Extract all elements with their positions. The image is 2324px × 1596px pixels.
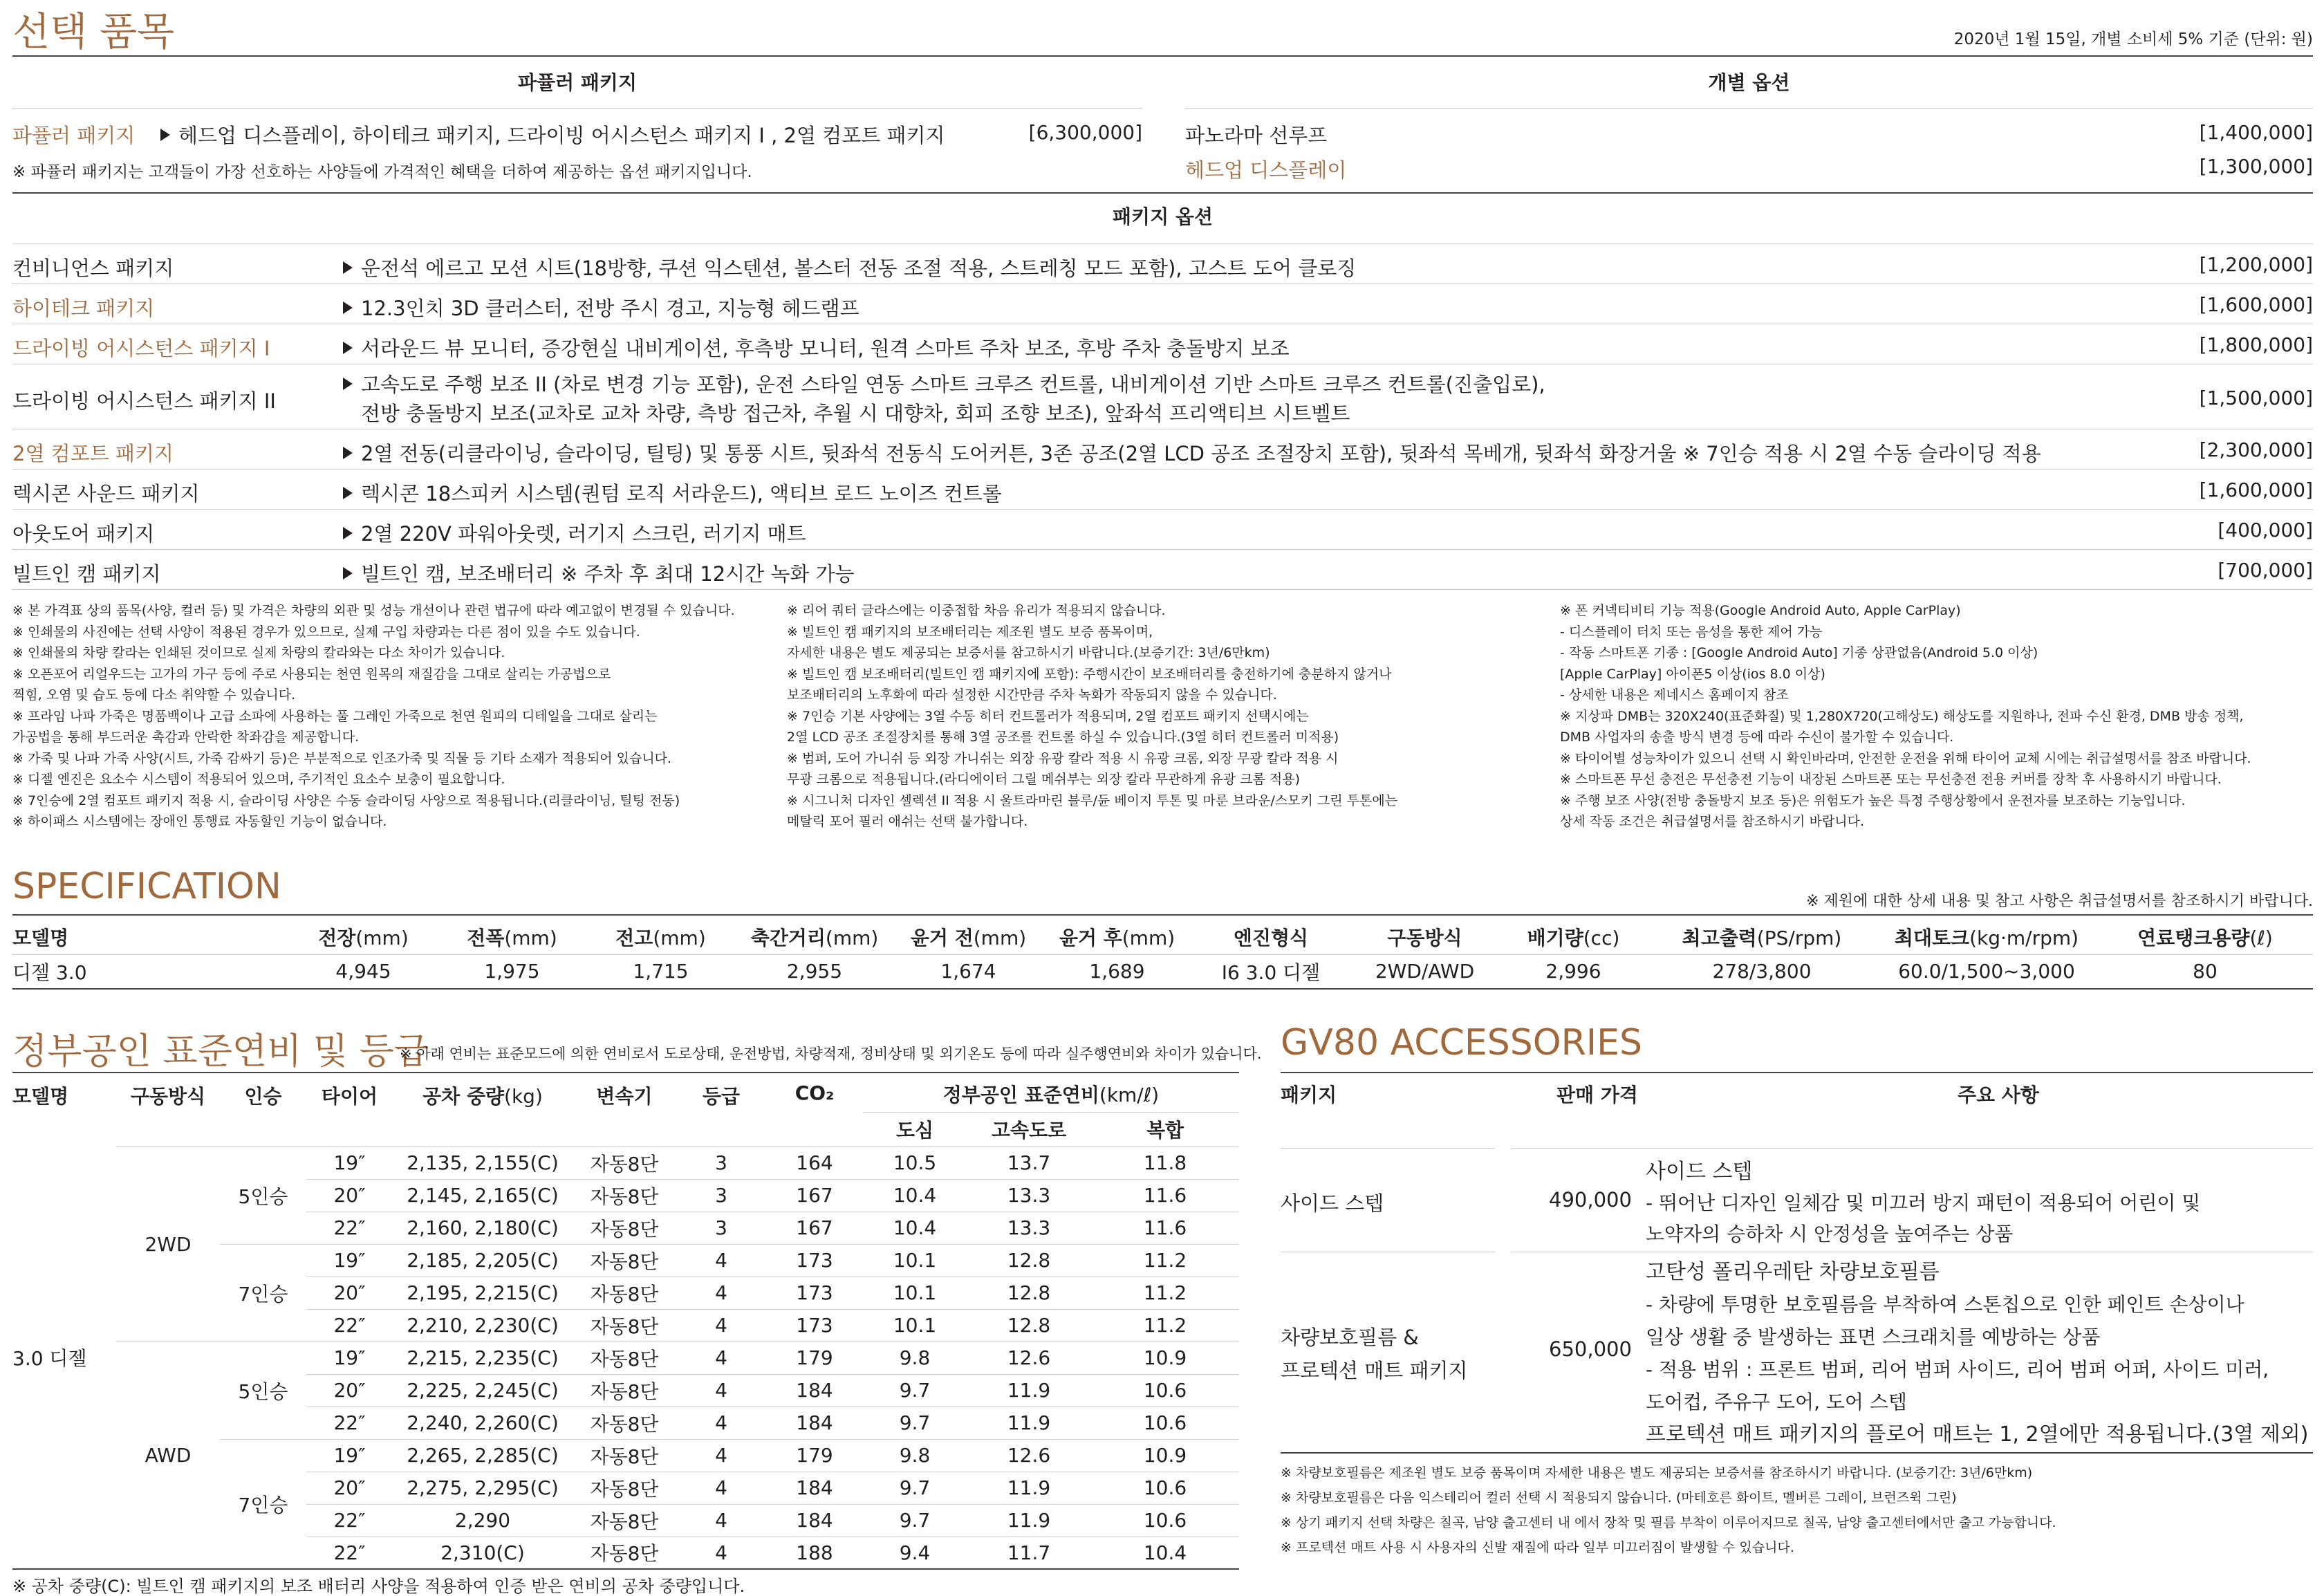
fuel-col-header: 타이어 — [321, 1085, 378, 1108]
fuel-cell: 10.5 — [863, 1147, 967, 1179]
spec-col-header: 최대토크(kg·m/rpm) — [1894, 926, 2079, 949]
spec-col-header: 배기량(cc) — [1527, 926, 1620, 949]
acc-item-price: 490,000 — [1549, 1188, 1632, 1212]
note-line: ※ 프로텍션 매트 사용 시 사용자의 신발 재질에 따라 일부 미끄러짐이 발생할 수 있습니다. — [1281, 1540, 1794, 1555]
notes-column-3 — [1560, 600, 2314, 833]
package-name: 렉시콘 사운드 패키지 — [12, 482, 200, 505]
package-row — [12, 284, 2313, 324]
divider — [1281, 1148, 1495, 1149]
note-line: ※ 스마트폰 무선 충전은 무선충전 기능이 내장된 스마트폰 또는 무선충전 전용 커버를 장착 후 사용하시기 바랍니다. — [1560, 772, 2222, 787]
spec-cell: 2,996 — [1545, 960, 1601, 983]
package-desc: 고속도로 주행 보조 II (차로 변경 기능 포함), 운전 스타일 연동 스마트 크루즈 컨트롤, 내비게이션 기반 스마트 크루즈 컨트롤(진출입로), — [343, 369, 1545, 398]
package-name: 드라이빙 어시스턴스 패키지 II — [12, 389, 276, 413]
spec-col-header: 윤거 전(mm) — [910, 926, 1027, 949]
fuel-cell: 4 — [676, 1374, 766, 1407]
fuel-cell: 184 — [766, 1504, 863, 1537]
fuel-cell: 2,160, 2,180(C) — [393, 1212, 573, 1244]
note-line: ※ 7인승에 2열 컴포트 패키지 적용 시, 슬라이딩 사양은 수동 슬라이딩 사양으로 적용됩니다.(리클라이닝, 틸팅 전동) — [12, 792, 680, 808]
fuel-cell: 자동8단 — [573, 1439, 676, 1472]
fuel-cell: 164 — [766, 1147, 863, 1179]
note-line: 보조배터리의 노후화에 따라 설정한 시간만큼 주차 녹화가 작동되지 않을 수 있습니다. — [787, 687, 1277, 703]
note-line: ※ 하이패스 시스템에는 장애인 통행료 자동할인 기능이 없습니다. — [12, 814, 387, 829]
fuel-model-cell: 3.0 디젤 — [12, 1347, 87, 1370]
accessories-rule — [1281, 1072, 2313, 1073]
fuel-col-header: 변속기 — [596, 1085, 653, 1108]
note-line: ※ 오픈포어 리얼우드는 고가의 가구 등에 주로 사용되는 천연 원목의 재질감을 그대로 살리는 가공법으로 — [12, 666, 611, 682]
fuel-cell: 10.1 — [863, 1277, 967, 1309]
fuel-cell: 22″ — [306, 1504, 393, 1537]
acc-item-price: 650,000 — [1549, 1337, 1632, 1361]
package-name: 아웃도어 패키지 — [12, 522, 155, 546]
spec-table — [12, 920, 2313, 990]
fuel-col-header: 공차 중량(kg) — [422, 1085, 543, 1108]
fuel-cell: 4 — [676, 1342, 766, 1374]
fuel-cell: 10.4 — [863, 1212, 967, 1244]
spec-header-row — [12, 920, 2313, 954]
fuel-cell: 12.8 — [967, 1277, 1091, 1309]
fuel-cell: 10.9 — [1091, 1342, 1239, 1374]
fuel-col-header: 정부공인 표준연비(km/ℓ) — [942, 1083, 1160, 1106]
fuel-cell: 자동8단 — [573, 1504, 676, 1537]
fuel-cell: 12.6 — [967, 1342, 1091, 1374]
spec-title: SPECIFICATION — [12, 866, 281, 907]
fuel-col-header: 구동방식 — [130, 1085, 206, 1108]
bullet-triangle-icon — [343, 487, 353, 499]
fuel-cell: 2,240, 2,260(C) — [393, 1407, 573, 1439]
fuel-cell: 22″ — [306, 1309, 393, 1342]
fuel-col-header: 등급 — [702, 1085, 741, 1108]
spec-col-header: 전폭(mm) — [467, 926, 557, 949]
fuel-col-header: 인승 — [244, 1085, 282, 1108]
fuel-cell: 11.9 — [967, 1407, 1091, 1439]
fuel-cell: 2,215, 2,235(C) — [393, 1342, 573, 1374]
fuel-cell: 2,135, 2,155(C) — [393, 1147, 573, 1179]
page-title: 선택 품목 — [12, 10, 175, 55]
fuel-cell: 188 — [766, 1537, 863, 1569]
fuel-cell: 12.6 — [967, 1439, 1091, 1472]
package-desc: 2열 220V 파워아웃렛, 러기지 스크린, 러기지 매트 — [343, 519, 806, 547]
fuel-seat-cell: 7인승 — [220, 1244, 306, 1342]
fuel-cell: 4 — [676, 1407, 766, 1439]
fuel-subheader: 고속도로 — [967, 1112, 1091, 1147]
fuel-cell: 9.7 — [863, 1374, 967, 1407]
spec-cell: 60.0/1,500~3,000 — [1898, 960, 2075, 983]
fuel-cell: 4 — [676, 1244, 766, 1277]
spec-col-header: 전장(mm) — [318, 926, 409, 949]
package-desc: 서라운드 뷰 모니터, 증강현실 내비게이션, 후측방 모니터, 원격 스마트 주차 보조, 후방 주차 충돌방지 보조 — [343, 333, 1290, 362]
package-desc: 빌트인 캠, 보조배터리 ※ 주차 후 최대 12시간 녹화 가능 — [343, 559, 855, 587]
spec-note: ※ 제원에 대한 상세 내용 및 참고 사항은 취급설명서를 참조하시기 바랍니다. — [1806, 893, 2313, 910]
individual-price-0: [1,400,000] — [2199, 121, 2313, 144]
package-desc: 12.3인치 3D 클러스터, 전방 주시 경고, 지능형 헤드램프 — [343, 293, 859, 322]
note-line: ※ 타이어별 성능차이가 있으니 선택 시 확인바라며, 안전한 운전을 위해 타이어 교체 시에는 취급설명서를 참조 바랍니다. — [1560, 750, 2251, 766]
fuel-title: 정부공인 표준연비 및 등급 — [12, 1031, 429, 1073]
individual-header: 개별 옵션 — [1708, 71, 1790, 94]
popular-note: ※ 파퓰러 패키지는 고객들이 가장 선호하는 사양들에 가격적인 혜택을 더하여 제공하는 옵션 패키지입니다. — [12, 163, 752, 181]
bullet-triangle-icon — [343, 261, 353, 274]
package-header-wrap — [12, 202, 2313, 230]
bullet-triangle-icon — [343, 447, 353, 459]
fuel-cell: 자동8단 — [573, 1342, 676, 1374]
notes-column-2 — [787, 600, 1541, 833]
spec-cell: 디젤 3.0 — [12, 961, 87, 984]
fuel-cell: 3 — [676, 1212, 766, 1244]
spec-cell: 80 — [2193, 960, 2218, 983]
note-line: ※ 디젤 엔진은 요소수 시스템이 적용되어 있으며, 주기적인 요소수 보충이 필요합니다. — [12, 772, 505, 787]
note-line: ※ 빌트인 캠 보조배터리(빌트인 캠 패키지에 포함): 주행시간이 보조배터리를 충전하기에 충분하지 않거나 — [787, 666, 1392, 682]
fuel-cell: 173 — [766, 1309, 863, 1342]
package-rule — [12, 192, 2313, 194]
fuel-cell: 4 — [676, 1439, 766, 1472]
note-line: ※ 가죽 및 나파 가죽 사양(시트, 가죽 감싸기 등)은 부분적으로 인조가죽 및 직물 등 기타 소재가 적용되어 있습니다. — [12, 750, 672, 766]
spec-col-header: 최고출력(PS/rpm) — [1682, 926, 1842, 949]
package-desc: 렉시콘 18스피커 시스템(퀀텀 로직 서라운드), 액티브 로드 노이즈 컨트롤 — [343, 479, 1002, 507]
accessories-notes — [1281, 1460, 2056, 1560]
fuel-cell: 10.9 — [1091, 1439, 1239, 1472]
fuel-seat-cell: 5인승 — [220, 1147, 306, 1244]
acc-item-name: 사이드 스텝 — [1281, 1191, 1384, 1215]
fuel-cell: 2,195, 2,215(C) — [393, 1277, 573, 1309]
note-line: - 작동 스마트폰 기종 : [Google Android Auto] 기종 상관없음(Android 5.0 이상) — [1560, 645, 2038, 660]
individual-name-1: 헤드업 디스플레이 — [1185, 158, 1347, 182]
accessories-title: GV80 ACCESSORIES — [1281, 1022, 1642, 1064]
spec-cell: 278/3,800 — [1712, 960, 1812, 983]
fuel-cell: 2,290 — [393, 1504, 573, 1537]
fuel-cell: 4 — [676, 1472, 766, 1504]
fuel-seat-cell: 7인승 — [220, 1439, 306, 1569]
notes-column-1 — [12, 600, 766, 833]
package-desc: 운전석 에르고 모션 시트(18방향, 쿠션 익스텐션, 볼스터 전동 조절 적용, 스트레칭 모드 포함), 고스트 도어 클로징 — [343, 253, 1356, 281]
note-line: ※ 인쇄물의 사진에는 선택 사양이 적용된 경우가 있으므로, 실제 구입 차량과는 다른 점이 있을 수도 있습니다. — [12, 624, 640, 640]
fuel-cell: 3 — [676, 1147, 766, 1179]
spec-cell: 1,715 — [633, 960, 689, 983]
acc-header-package: 패키지 — [1281, 1084, 1337, 1106]
popular-header-wrap — [12, 68, 1142, 95]
note-line: ※ 폰 커넥티비티 기능 적용(Google Android Auto, Apple CarPlay) — [1560, 603, 1961, 618]
fuel-cell: 9.8 — [863, 1342, 967, 1374]
spec-col-header: 연료탱크용량(ℓ) — [2137, 926, 2273, 949]
fuel-cell: 184 — [766, 1374, 863, 1407]
spec-col-header: 엔진형식 — [1233, 926, 1309, 949]
fuel-cell: 자동8단 — [573, 1212, 676, 1244]
fuel-drive-cell: 2WD — [116, 1147, 220, 1342]
fuel-cell: 11.9 — [967, 1472, 1091, 1504]
package-row — [12, 243, 2313, 284]
note-line: 2열 LCD 공조 조절장치를 통해 3열 공조를 컨트롤 하실 수 있습니다.(3열 히터 컨트롤러 미적용) — [787, 730, 1339, 745]
fuel-col-header: 모델명 — [12, 1085, 69, 1108]
individual-name-0: 파노라마 선루프 — [1185, 124, 1328, 147]
popular-desc — [160, 120, 945, 149]
popular-name: 파퓰러 패키지 — [12, 124, 136, 147]
note-line: ※ 시그니처 디자인 셀렉션 II 적용 시 울트라마린 블루/듄 베이지 투톤 및 마룬 브라운/스모키 그린 투톤에는 — [787, 792, 1398, 808]
fuel-cell: 22″ — [306, 1212, 393, 1244]
fuel-cell: 167 — [766, 1179, 863, 1212]
fuel-cell: 11.9 — [967, 1374, 1091, 1407]
package-name: 빌트인 캠 패키지 — [12, 562, 161, 586]
spec-col-header: 전고(mm) — [615, 926, 706, 949]
package-row — [12, 509, 2313, 549]
fuel-cell: 2,145, 2,165(C) — [393, 1179, 573, 1212]
package-row — [12, 469, 2313, 509]
fuel-cell: 3 — [676, 1179, 766, 1212]
fuel-cell: 12.8 — [967, 1309, 1091, 1342]
fuel-cell: 20″ — [306, 1472, 393, 1504]
package-row — [12, 364, 2313, 434]
divider — [12, 589, 2313, 590]
fuel-subheader: 복합 — [1091, 1112, 1239, 1147]
fuel-cell: 10.6 — [1091, 1472, 1239, 1504]
fuel-cell: 20″ — [306, 1277, 393, 1309]
bullet-triangle-icon — [343, 567, 353, 579]
divider — [1646, 1148, 2313, 1149]
fuel-cell: 자동8단 — [573, 1147, 676, 1179]
fuel-row — [12, 1342, 1239, 1374]
fuel-cell: 자동8단 — [573, 1179, 676, 1212]
fuel-cell: 2,225, 2,245(C) — [393, 1374, 573, 1407]
popular-desc-text: 헤드업 디스플레이, 하이테크 패키지, 드라이빙 어시스턴스 패키지 I , 2열 컴포트 패키지 — [178, 124, 945, 147]
fuel-cell: 11.9 — [967, 1504, 1091, 1537]
note-line: ※ 리어 쿼터 글라스에는 이중접합 차음 유리가 적용되지 않습니다. — [787, 603, 1166, 618]
fuel-cell: 10.4 — [863, 1179, 967, 1212]
fuel-note: ※ 아래 연비는 표준모드에 의한 연비로서 도로상태, 운전방법, 차량적재, 정비상태 및 외기온도 등에 따라 실주행연비와 차이가 있습니다. — [400, 1046, 1262, 1062]
fuel-cell: 4 — [676, 1309, 766, 1342]
acc-item-name: 차량보호필름 & 프로텍션 매트 패키지 — [1281, 1326, 1468, 1382]
fuel-cell: 10.6 — [1091, 1504, 1239, 1537]
fuel-cell: 13.3 — [967, 1179, 1091, 1212]
note-line: DMB 사업자의 송출 방식 변경 등에 따라 수신이 불가할 수 있습니다. — [1560, 730, 1954, 745]
note-line: 상세 작동 조건은 취급설명서를 참조하시기 바랍니다. — [1560, 814, 1865, 829]
fuel-cell: 184 — [766, 1407, 863, 1439]
fuel-cell: 20″ — [306, 1179, 393, 1212]
fuel-cell: 9.4 — [863, 1537, 967, 1569]
individual-price-1: [1,300,000] — [2199, 155, 2313, 178]
bullet-triangle-icon — [160, 129, 170, 141]
fuel-cell: 19″ — [306, 1439, 393, 1472]
acc-item-details: 사이드 스텝 - 뛰어난 디자인 일체감 및 미끄러 방지 패턴이 적용되어 어린이 및 노약자의 승하차 시 안정성을 높여주는 상품 — [1646, 1160, 2201, 1245]
fuel-cell: 179 — [766, 1439, 863, 1472]
note-line: ※ 상기 패키지 선택 차량은 칠곡, 남양 출고센터 내 에서 장착 및 필름 부착이 이루어지므로 칠곡, 남양 출고센터에서만 출고 가능합니다. — [1281, 1515, 2056, 1530]
fuel-cell: 10.1 — [863, 1244, 967, 1277]
fuel-cell: 4 — [676, 1504, 766, 1537]
spec-cell: 1,689 — [1089, 960, 1145, 983]
popular-price: [6,300,000] — [1028, 121, 1142, 144]
package-desc-line2: 전방 충돌방지 보조(교차로 교차 차량, 측방 접근차, 추월 시 대향차, 회피 조향 보조), 앞좌석 프리액티브 시트벨트 — [361, 402, 1350, 425]
fuel-cell: 자동8단 — [573, 1244, 676, 1277]
fuel-cell: 13.3 — [967, 1212, 1091, 1244]
note-line: ※ 지상파 DMB는 320X240(표준화질) 및 1,280X720(고해상도) 해상도를 지원하나, 전파 수신 환경, DMB 방송 정책, — [1560, 708, 2244, 724]
fuel-cell: 20″ — [306, 1374, 393, 1407]
package-price: [1,200,000] — [2199, 253, 2313, 276]
fuel-cell: 자동8단 — [573, 1309, 676, 1342]
spec-cell: 1,975 — [484, 960, 540, 983]
package-row — [12, 549, 2313, 589]
fuel-rule — [12, 1072, 1239, 1073]
fuel-table — [12, 1076, 1239, 1570]
fuel-cell: 2,275, 2,295(C) — [393, 1472, 573, 1504]
package-row — [12, 324, 2313, 364]
fuel-cell: 9.8 — [863, 1439, 967, 1472]
note-line: ※ 주행 보조 사양(전방 충돌방지 보조 등)은 위험도가 높은 특정 주행상황에서 운전자를 보조하는 기능입니다. — [1560, 792, 2186, 808]
bullet-triangle-icon — [343, 342, 353, 354]
note-line: 가공법을 통해 부드러운 촉감과 안락한 착좌감을 제공합니다. — [12, 730, 360, 745]
package-price: [1,800,000] — [2199, 333, 2313, 356]
divider — [12, 108, 1142, 109]
acc-header-details: 주요 사항 — [1958, 1084, 2039, 1106]
package-price: [400,000] — [2218, 519, 2313, 541]
top-rule — [12, 55, 2313, 57]
package-name: 2열 컴포트 패키지 — [12, 442, 174, 465]
fuel-cell: 9.7 — [863, 1407, 967, 1439]
divider — [1185, 108, 2313, 109]
note-line: ※ 프라임 나파 가죽은 명품백이나 고급 소파에 사용하는 풀 그레인 가죽으로 천연 원피의 디테일을 그대로 살리는 — [12, 708, 658, 724]
bullet-triangle-icon — [343, 378, 353, 390]
fuel-cell: 9.7 — [863, 1472, 967, 1504]
fuel-cell: 2,210, 2,230(C) — [393, 1309, 573, 1342]
note-line: 자세한 내용은 별도 제공되는 보증서를 참고하시기 바랍니다.(보증기간: 3년/6만km) — [787, 645, 1270, 660]
popular-header: 파퓰러 패키지 — [517, 71, 638, 94]
accessories-bottom-rule — [1281, 1452, 2313, 1454]
spec-col-header: 축간거리(mm) — [750, 926, 879, 949]
fuel-cell: 11.2 — [1091, 1244, 1239, 1277]
spec-row — [12, 954, 2313, 989]
fuel-cell: 22″ — [306, 1407, 393, 1439]
note-line: ※ 7인승 기본 사양에는 3열 수동 히터 컨트롤러가 적용되며, 2열 컴포트 패키지 선택시에는 — [787, 708, 1309, 724]
fuel-cell: 10.4 — [1091, 1537, 1239, 1569]
fuel-cell: 자동8단 — [573, 1374, 676, 1407]
note-line: ※ 본 가격표 상의 품목(사양, 컬러 등) 및 가격은 차량의 외관 및 성능 개선이나 관련 법규에 따라 예고없이 변경될 수 있습니다. — [12, 603, 735, 618]
fuel-cell: 12.8 — [967, 1244, 1091, 1277]
fuel-body — [12, 1147, 1239, 1569]
fuel-cell: 10.6 — [1091, 1407, 1239, 1439]
note-line: ※ 차량보호필름은 제조원 별도 보증 품목이며 자세한 내용은 별도 제공되는 보증서를 참조하시기 바랍니다. (보증기간: 3년/6만km) — [1281, 1465, 2033, 1481]
package-header: 패키지 옵션 — [1113, 205, 1213, 228]
date-note: 2020년 1월 15일, 개별 소비세 5% 기준 (단위: 원) — [1953, 30, 2313, 48]
fuel-drive-cell: AWD — [116, 1342, 220, 1569]
fuel-cell: 22″ — [306, 1537, 393, 1569]
package-name: 드라이빙 어시스턴스 패키지 I — [12, 337, 270, 360]
fuel-cell: 자동8단 — [573, 1277, 676, 1309]
individual-header-wrap — [1185, 68, 2313, 95]
spec-rule — [12, 914, 2313, 916]
fuel-cell: 4 — [676, 1277, 766, 1309]
fuel-cell: 11.2 — [1091, 1309, 1239, 1342]
note-line: 무광 크롬으로 적용됩니다.(라디에이터 그릴 메쉬부는 외장 칼라 무관하게 유광 크롬 적용) — [787, 772, 1301, 787]
fuel-cell: 11.6 — [1091, 1212, 1239, 1244]
package-desc: 2열 전동(리클라이닝, 슬라이딩, 틸팅) 및 통풍 시트, 뒷좌석 전동식 도어커튼, 3존 공조(2열 LCD 공조 조절장치 포함), 뒷좌석 목베개, 뒷좌석 화장거울 ※ 7인승 적용 시 2열 수동 슬라이딩 적용 — [343, 438, 2041, 467]
bullet-triangle-icon — [343, 527, 353, 539]
fuel-header-row — [12, 1076, 1239, 1112]
fuel-cell: 13.7 — [967, 1147, 1091, 1179]
spec-cell: 2,955 — [786, 960, 843, 983]
fuel-cell: 11.2 — [1091, 1277, 1239, 1309]
fuel-subheader: 도심 — [863, 1112, 967, 1147]
fuel-cell: 자동8단 — [573, 1472, 676, 1504]
package-name: 컨비니언스 패키지 — [12, 257, 174, 280]
fuel-cell: 10.6 — [1091, 1374, 1239, 1407]
package-price: [700,000] — [2218, 559, 2313, 582]
fuel-seat-cell: 5인승 — [220, 1342, 306, 1439]
fuel-cell: 19″ — [306, 1147, 393, 1179]
spec-col-header: 모델명 — [12, 926, 69, 949]
fuel-cell: 11.6 — [1091, 1179, 1239, 1212]
note-line: ※ 차량보호필름은 다음 익스테리어 컬러 선택 시 적용되지 않습니다. (마테호른 화이트, 멜버른 그레이, 브런즈윅 그린) — [1281, 1490, 1957, 1505]
package-price: [1,600,000] — [2199, 293, 2313, 316]
fuel-cell: 184 — [766, 1472, 863, 1504]
note-line: - 상세한 내용은 제네시스 홈페이지 참조 — [1560, 687, 1789, 703]
package-price: [1,600,000] — [2199, 479, 2313, 501]
acc-header-price: 판매 가격 — [1556, 1084, 1638, 1106]
fuel-row — [12, 1147, 1239, 1179]
package-row — [12, 429, 2313, 469]
fuel-cell: 자동8단 — [573, 1537, 676, 1569]
fuel-cell: 173 — [766, 1244, 863, 1277]
note-line: ※ 범퍼, 도어 가니쉬 등 외장 가니쉬는 외장 유광 칼라 적용 시 유광 크롬, 외장 무광 칼라 적용 시 — [787, 750, 1339, 766]
spec-cell: 2WD/AWD — [1375, 960, 1475, 983]
fuel-cell: 9.7 — [863, 1504, 967, 1537]
acc-item-details: 고탄성 폴리우레탄 차량보호필름 - 차량에 투명한 보호필름을 부착하여 스톤칩으로 인한 페인트 손상이나 일상 생활 중 발생하는 표면 스크래치를 예방하는 상품 - 적용 범위 : 프론트 범퍼, 리어 범퍼 사이드, 리어 범퍼 어퍼, 사이드 미러, 도어컵, 주유구 도어, 도어 스텝 프로텍션 매트 패키지의 플로어 매트는 1, 2열에만 적용됩니다.(3열 제외) — [1646, 1260, 2309, 1447]
package-name: 하이테크 패키지 — [12, 297, 155, 320]
fuel-cell: 11.8 — [1091, 1147, 1239, 1179]
note-line: 메탈릭 포어 필러 애쉬는 선택 불가합니다. — [787, 814, 1028, 829]
note-line: ※ 인쇄물의 차량 칼라는 인쇄된 것이므로 실제 차량의 칼라와는 다소 차이가 있습니다. — [12, 645, 505, 660]
spec-col-header: 구동방식 — [1387, 926, 1462, 949]
note-line: 찍힘, 오염 및 습도 등에 다소 취약할 수 있습니다. — [12, 687, 296, 703]
note-line: ※ 빌트인 캠 패키지의 보조배터리는 제조원 별도 보증 품목이며, — [787, 624, 1153, 640]
fuel-col-header: CO₂ — [794, 1082, 835, 1104]
fuel-cell: 179 — [766, 1342, 863, 1374]
fuel-cell: 2,185, 2,205(C) — [393, 1244, 573, 1277]
fuel-cell: 4 — [676, 1537, 766, 1569]
fuel-cell: 자동8단 — [573, 1407, 676, 1439]
spec-col-header: 윤거 후(mm) — [1059, 926, 1175, 949]
fuel-cell: 2,310(C) — [393, 1537, 573, 1569]
bullet-triangle-icon — [343, 301, 353, 314]
spec-cell: 1,674 — [940, 960, 996, 983]
fuel-footnote: ※ 공차 중량(C): 빌트인 캠 패키지의 보조 배터리 사양을 적용하여 인증 받은 연비의 공차 중량입니다. — [12, 1577, 745, 1596]
spec-cell: I6 3.0 디젤 — [1221, 961, 1321, 984]
fuel-cell: 19″ — [306, 1342, 393, 1374]
package-price: [2,300,000] — [2199, 438, 2313, 461]
fuel-cell: 10.1 — [863, 1309, 967, 1342]
spec-cell: 4,945 — [335, 960, 391, 983]
fuel-cell: 19″ — [306, 1244, 393, 1277]
note-line: - 디스플레이 터치 또는 음성을 통한 제어 가능 — [1560, 624, 1823, 640]
fuel-cell: 167 — [766, 1212, 863, 1244]
fuel-cell: 2,265, 2,285(C) — [393, 1439, 573, 1472]
fuel-cell: 11.7 — [967, 1537, 1091, 1569]
fuel-cell: 173 — [766, 1277, 863, 1309]
note-line: [Apple CarPlay] 아이폰5 이상(ios 8.0 이상) — [1560, 666, 1825, 682]
package-price: [1,500,000] — [2199, 387, 2313, 409]
